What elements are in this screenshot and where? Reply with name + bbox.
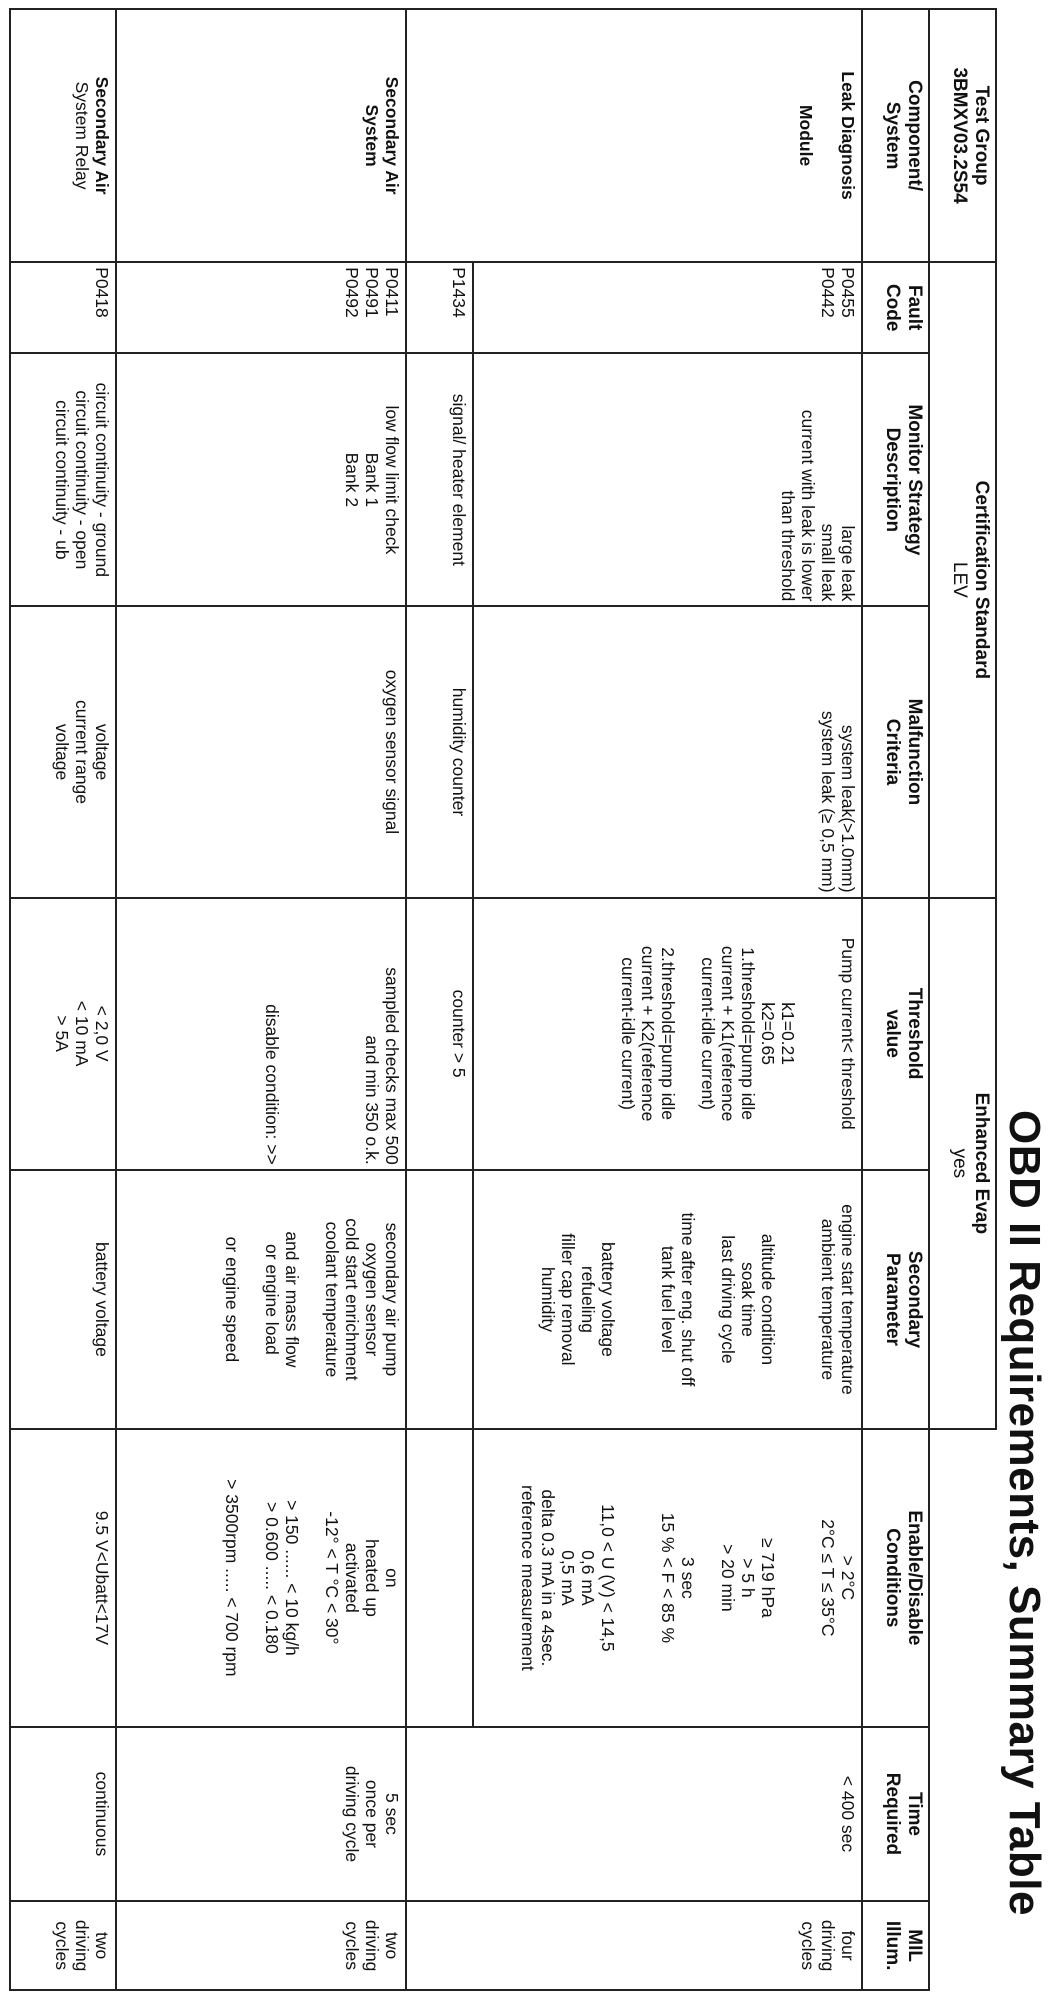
- relay-monitor: circuit continuity - ground circuit continuity - open circuit continuity - ub: [10, 353, 116, 606]
- test-group-cell: [929, 9, 996, 262]
- secair-codes: P0411 P0491 P0492: [116, 262, 406, 353]
- humidity-malfunction: humidity counter: [406, 606, 473, 897]
- col-fault-code: Fault Code: [862, 262, 929, 353]
- col-component: Component/ System: [862, 9, 929, 262]
- col-enable: Enable/Disable Conditions: [862, 1429, 929, 1726]
- header-blank: [929, 1429, 996, 1990]
- secair-malfunction: oxygen sensor signal: [116, 606, 406, 897]
- humidity-enable-empty: [406, 1429, 473, 1726]
- humidity-threshold: counter > 5: [406, 898, 473, 1170]
- relay-malfunction: voltage current range voltage: [10, 606, 116, 897]
- test-group-value: 3BMXV03.2S54: [949, 67, 970, 204]
- relay-mil: two driving cycles: [10, 1901, 116, 1990]
- col-monitor: Monitor Strategy Description: [862, 353, 929, 606]
- secair-enable: on heated up activated -12° < T °C < 30° > 150 ...... < 10 kg/h > 0.600 ..... < 0.180 > 3500rpm ..... < 700 rpm: [116, 1429, 406, 1726]
- secair-component: Secondary Air System: [116, 9, 406, 262]
- relay-time: continuous: [10, 1727, 116, 1902]
- leak-time: < 400 sec: [406, 1727, 862, 1902]
- humidity-code: P1434: [406, 262, 473, 353]
- leak-mil: four driving cycles: [406, 1901, 862, 1990]
- evap-value: yes: [949, 1148, 970, 1179]
- relay-code: P0418: [10, 262, 116, 353]
- page-title: OBD II Requirements, Summary Table: [1000, 1110, 1049, 1916]
- secair-monitor: low flow limit check Bank 1 Bank 2: [116, 353, 406, 606]
- col-malfunction: Malfunction Criteria: [862, 606, 929, 897]
- col-secondary: Secondary Parameter: [862, 1170, 929, 1429]
- col-time: Time Required: [862, 1727, 929, 1902]
- table-row-humidity: [406, 9, 473, 1990]
- table-row-secondary-air: [116, 9, 406, 1990]
- leak-enable: > 2°C 2°C ≤ T ≤ 35°C ≥ 719 hPa > 5 h > 20 min 3 sec 15 % < F < 85 % 11,0 < U (V) < 14,5 0,6 mA 0,5 mA delta 0.3 mA in a 4sec. reference measurement: [473, 1429, 862, 1726]
- secair-time: 5 sec once per driving cycle: [116, 1727, 406, 1902]
- humidity-secondary-empty: [406, 1170, 473, 1429]
- evap-cell: [929, 898, 996, 1430]
- leak-malfunction: system leak(>1.0mm) system leak (≥ 0,5 mm): [473, 606, 862, 897]
- header-row: [929, 9, 996, 1990]
- table-row-leak: [473, 9, 862, 1990]
- col-threshold: Threshold value: [862, 898, 929, 1170]
- test-group-label: Test Group: [971, 85, 992, 186]
- obd-summary-table: [9, 8, 997, 1991]
- table-row-relay: [10, 9, 116, 1990]
- column-header-row: [862, 9, 929, 1990]
- secair-threshold: sampled checks max 500 and min 350 o.k. disable condition: >>: [116, 898, 406, 1170]
- leak-secondary: engine start temperature ambient temperature altitude condition soak time last driving cycle time after eng. shut off tank fuel level battery voltage refueling filler cap removal humidity: [473, 1170, 862, 1429]
- relay-component: Secondary Air System Relay: [10, 9, 116, 262]
- leak-monitor: large leak small leak current with leak is lower than threshold: [473, 353, 862, 606]
- relay-enable: 9.5 V<Ubatt<17V: [10, 1429, 116, 1726]
- col-mil: MIL Illum.: [862, 1901, 929, 1990]
- relay-secondary: battery voltage: [10, 1170, 116, 1429]
- leak-codes: P0455 P0442: [473, 262, 862, 353]
- secair-mil: two driving cycles: [116, 1901, 406, 1990]
- evap-label: Enhanced Evap: [971, 1092, 992, 1235]
- secair-secondary: secondary air pump oxygen sensor cold start enrichment coolant temperature and air mass flow or engine load or engine speed: [116, 1170, 406, 1429]
- leak-threshold: Pump current< threshold k1=0.21 k2=0.65 1.threshold=pump idle current + K1(reference current-idle current) 2.threshold=pump idle current + K2(reference current-idle current): [473, 898, 862, 1170]
- certification-label: Certification Standard: [971, 480, 992, 680]
- leak-component: Leak Diagnosis Module: [406, 9, 862, 262]
- certification-value: LEV: [949, 561, 970, 598]
- humidity-monitor: signal/ heater element: [406, 353, 473, 606]
- certification-cell: [929, 262, 996, 897]
- relay-threshold: < 2,0 V < 10 mA > 5A: [10, 898, 116, 1170]
